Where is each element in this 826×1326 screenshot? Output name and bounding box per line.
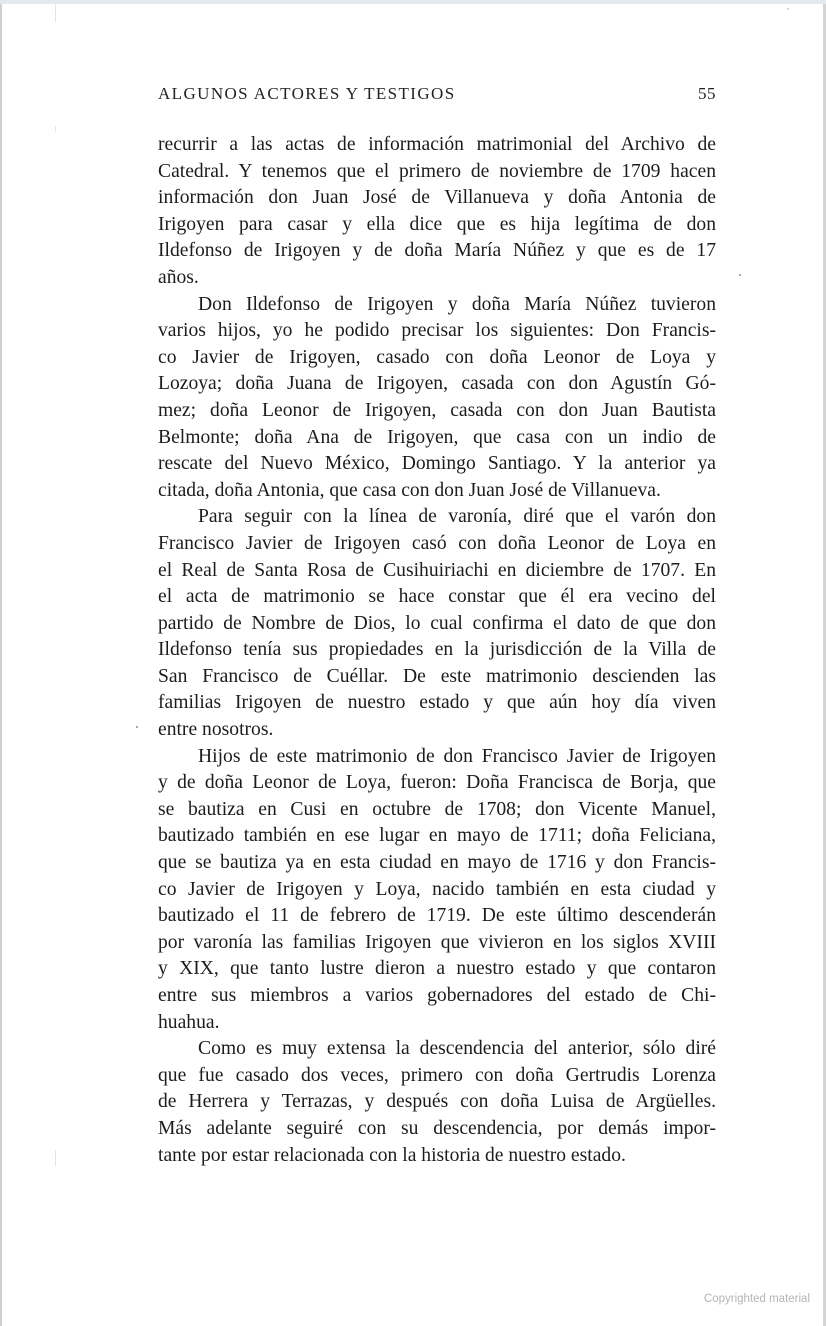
text-line: citada, doña Antonia, que casa con don Juan José de Villanueva. (158, 479, 661, 501)
text-line: tante por estar relacionada con la historia de nuestro estado. (158, 1144, 626, 1166)
text-line: entre nosotros. (158, 719, 274, 741)
text-line: bautizado también en ese lugar en mayo de 1711; doña Feliciana, (158, 825, 716, 847)
text-line: recurrir a las actas de información matrimonial del Archivo de (158, 134, 716, 155)
text-line: Francisco Javier de Irigoyen casó con doña Leonor de Loya en (158, 532, 716, 554)
text-line: Ildefonso de Irigoyen y de doña María Núñez y que es de 17 (158, 240, 716, 262)
text-line: huahua. (158, 1011, 220, 1033)
text-line: Más adelante seguiré con su descendencia, por demás impor- (158, 1117, 716, 1139)
text-line: se bautiza en Cusi en octubre de 1708; don Vicente Manuel, (158, 798, 716, 820)
scan-margin-mark (55, 126, 56, 132)
text-line: Como es muy extensa la descendencia del anterior, sólo diré (198, 1038, 716, 1060)
text-line: bautizado el 11 de febrero de 1719. De este último descenderán (158, 905, 716, 927)
text-line: el Real de Santa Rosa de Cusihuiriachi en diciembre de 1707. En (158, 559, 716, 581)
paragraph (158, 292, 716, 505)
paragraph (158, 1036, 716, 1169)
text-line: Catedral. Y tenemos que el primero de noviembre de 1709 hacen (158, 160, 716, 182)
scan-speck (787, 8, 789, 10)
text-line: varios hijos, yo he podido precisar los siguientes: Don Francis- (158, 320, 716, 342)
viewer-top-border (0, 0, 826, 4)
text-line: el acta de matrimonio se hace constar que él era vecino del (158, 586, 716, 608)
text-line: Ildefonso tenía sus propiedades en la jurisdicción de la Villa de (158, 639, 716, 661)
paragraph (158, 744, 716, 1037)
scan-speck (739, 274, 741, 276)
text-line: que fue casado dos veces, primero con doña Gertrudis Lorenza (158, 1064, 716, 1086)
scan-speck (136, 726, 138, 728)
text-line: información don Juan José de Villanueva y doña Antonia de (158, 187, 716, 209)
text-line: que se bautiza ya en esta ciudad en mayo de 1716 y don Francis- (158, 852, 716, 874)
running-head (158, 84, 716, 104)
text-line: San Francisco de Cuéllar. De este matrimonio descienden las (158, 665, 716, 687)
text-line: entre sus miembros a varios gobernadores del estado de Chi- (158, 985, 716, 1006)
text-line: familias Irigoyen de nuestro estado y que aún hoy día viven (158, 692, 716, 714)
paragraph (158, 132, 716, 292)
text-line: co Javier de Irigoyen, casado con doña Leonor de Loya y (158, 346, 716, 368)
text-line: y XIX, que tanto lustre dieron a nuestro estado y que contaron (158, 958, 716, 980)
text-line: co Javier de Irigoyen y Loya, nacido también en esta ciudad y (158, 878, 716, 900)
page-left-edge (0, 4, 2, 1326)
text-line: partido de Nombre de Dios, lo cual confirma el dato de que don (158, 612, 716, 634)
text-line: y de doña Leonor de Loya, fueron: Doña Francisca de Borja, que (158, 772, 716, 794)
body-text (158, 132, 716, 1169)
paragraph (158, 504, 716, 743)
text-line: Para seguir con la línea de varonía, diré que el varón don (198, 506, 716, 528)
page-number: 55 (698, 84, 716, 103)
scan-margin-mark (55, 1150, 56, 1166)
text-line: Irigoyen para casar y ella dice que es hija legítima de don (158, 213, 716, 235)
text-line: Hijos de este matrimonio de don Francisco Javier de Irigoyen (198, 745, 716, 767)
text-line: por varonía las familias Irigoyen que vivieron en los siglos XVIII (158, 931, 716, 953)
text-line: rescate del Nuevo México, Domingo Santiago. Y la anterior ya (158, 453, 716, 475)
text-line: Don Ildefonso de Irigoyen y doña María Núñez tuvieron (198, 293, 716, 315)
text-line: Lozoya; doña Juana de Irigoyen, casada con don Agustín Gó- (158, 373, 716, 395)
text-line: mez; doña Leonor de Irigoyen, casada con don Juan Bautista (158, 399, 716, 421)
copyright-watermark: Copyrighted material (703, 1293, 810, 1305)
text-line: de Herrera y Terrazas, y después con doña Luisa de Argüelles. (158, 1091, 716, 1113)
text-line: Belmonte; doña Ana de Irigoyen, que casa con un indio de (158, 426, 716, 448)
running-title: ALGUNOS ACTORES Y TESTIGOS (158, 84, 456, 103)
text-line: años. (158, 266, 199, 288)
scan-margin-mark (55, 4, 56, 22)
